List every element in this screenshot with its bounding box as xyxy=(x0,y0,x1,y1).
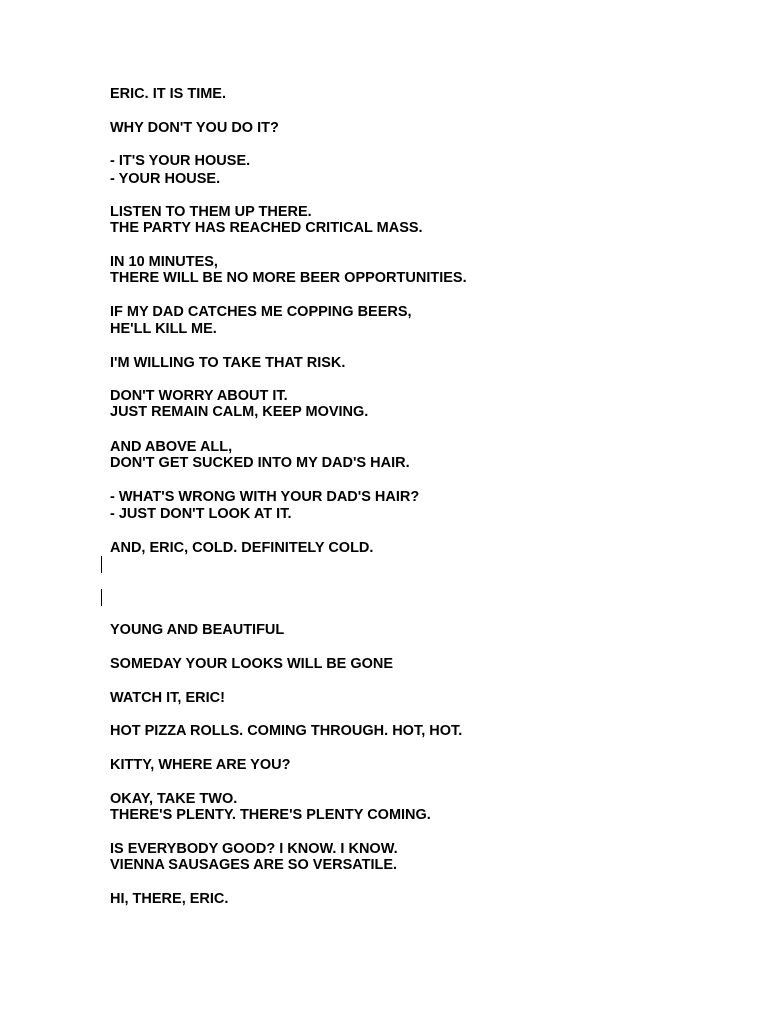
subtitle-line: - YOUR HOUSE. xyxy=(110,171,221,187)
subtitle-line: KITTY, WHERE ARE YOU? xyxy=(110,757,291,773)
subtitle-line: - IT'S YOUR HOUSE. xyxy=(110,153,251,169)
subtitle-line: JUST REMAIN CALM, KEEP MOVING. xyxy=(110,404,369,420)
subtitle-line: LISTEN TO THEM UP THERE. xyxy=(110,204,312,220)
subtitle-line: - WHAT'S WRONG WITH YOUR DAD'S HAIR? xyxy=(110,489,420,505)
subtitle-line: IS EVERYBODY GOOD? I KNOW. I KNOW. xyxy=(110,841,398,857)
text-cursor xyxy=(101,556,102,573)
subtitle-line: AND, ERIC, COLD. DEFINITELY COLD. xyxy=(110,540,374,556)
text-cursor xyxy=(101,589,102,606)
subtitle-line: - JUST DON'T LOOK AT IT. xyxy=(110,506,292,522)
subtitle-line: IN 10 MINUTES, xyxy=(110,254,218,270)
subtitle-line: VIENNA SAUSAGES ARE SO VERSATILE. xyxy=(110,857,398,873)
subtitle-line: HOT PIZZA ROLLS. COMING THROUGH. HOT, HOT. xyxy=(110,723,463,739)
subtitle-line: IF MY DAD CATCHES ME COPPING BEERS, xyxy=(110,304,412,320)
subtitle-line: HI, THERE, ERIC. xyxy=(110,891,229,907)
subtitle-line: THERE'S PLENTY. THERE'S PLENTY COMING. xyxy=(110,807,431,823)
subtitle-line: AND ABOVE ALL, xyxy=(110,439,233,455)
subtitle-line: THERE WILL BE NO MORE BEER OPPORTUNITIES. xyxy=(110,270,467,286)
subtitle-line: ERIC. IT IS TIME. xyxy=(110,86,227,102)
subtitle-line: DON'T WORRY ABOUT IT. xyxy=(110,388,288,404)
subtitle-line: SOMEDAY YOUR LOOKS WILL BE GONE xyxy=(110,656,394,672)
subtitle-line: I'M WILLING TO TAKE THAT RISK. xyxy=(110,355,346,371)
subtitle-line: THE PARTY HAS REACHED CRITICAL MASS. xyxy=(110,220,423,236)
subtitle-line: HE'LL KILL ME. xyxy=(110,321,217,337)
subtitle-line: WATCH IT, ERIC! xyxy=(110,690,225,706)
subtitle-line: DON'T GET SUCKED INTO MY DAD'S HAIR. xyxy=(110,455,410,471)
subtitle-line: OKAY, TAKE TWO. xyxy=(110,791,238,807)
subtitle-line: WHY DON'T YOU DO IT? xyxy=(110,120,279,136)
subtitle-line: YOUNG AND BEAUTIFUL xyxy=(110,622,285,638)
